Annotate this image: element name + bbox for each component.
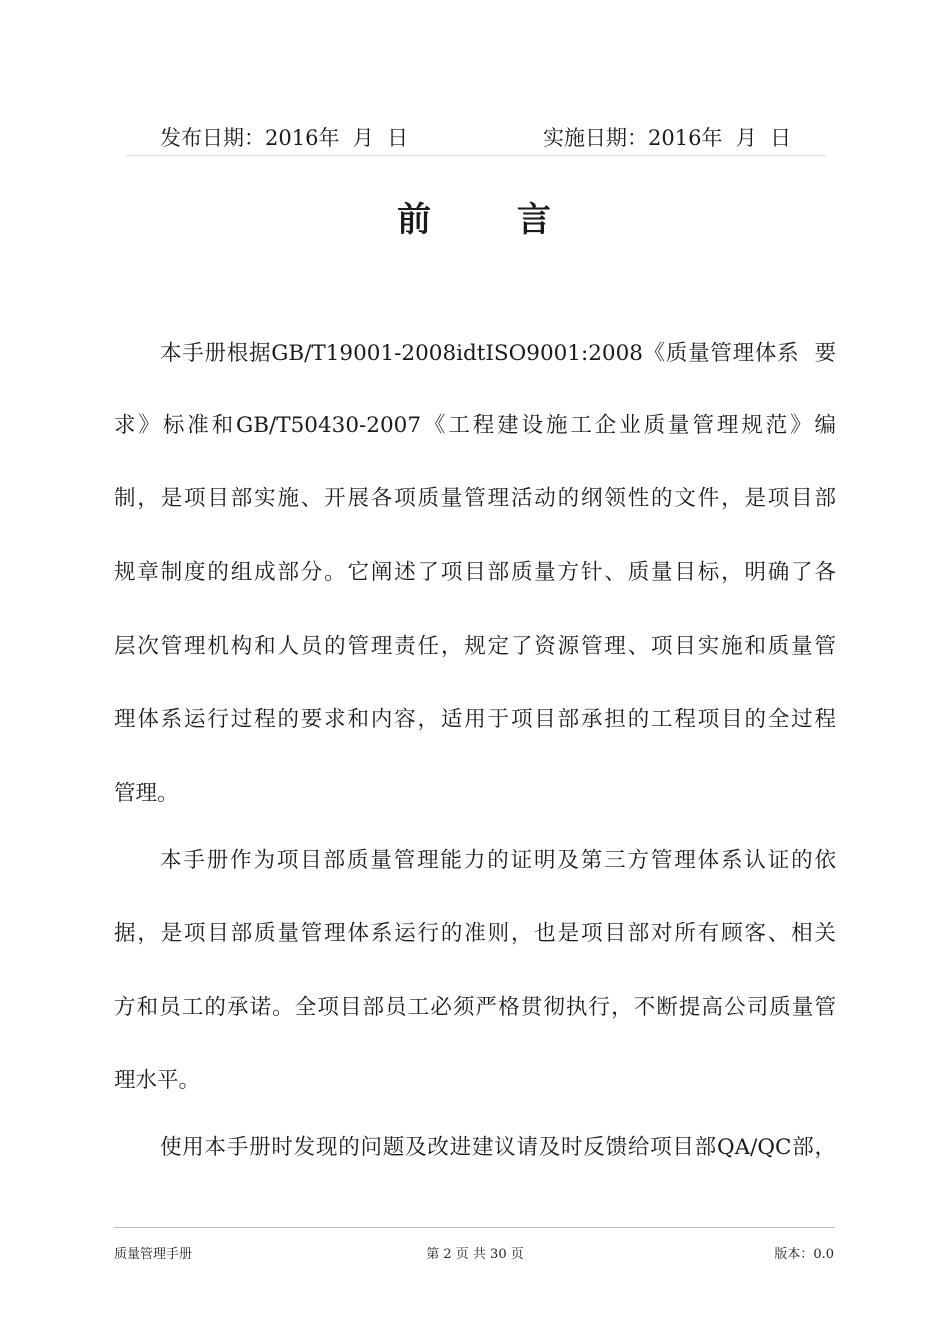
paragraph-line: 管理。 xyxy=(114,781,179,806)
paragraph-line: 使用本手册时发现的问题及改进建议请及时反馈给项目部QA/QC部， xyxy=(160,1135,836,1160)
footer-version: 版本：0.0 xyxy=(774,1247,834,1262)
page-title: 前 言 xyxy=(397,200,553,240)
paragraph-line: 本手册作为项目部质量管理能力的证明及第三方管理体系认证的依 xyxy=(160,848,836,873)
effective-date: 实施日期：2016年 月 日 xyxy=(543,126,792,150)
paragraph-line: 方和员工的承诺。全项目部员工必须严格贯彻执行，不断提高公司质量管 xyxy=(114,995,836,1020)
footer-divider xyxy=(114,1227,834,1228)
footer-doc-name: 质量管理手册 xyxy=(114,1247,193,1262)
paragraph-line: 求》标准和GB/T50430-2007《工程建设施工企业质量管理规范》编 xyxy=(114,413,836,438)
paragraph-line: 规章制度的组成部分。它阐述了项目部质量方针、质量目标，明确了各 xyxy=(114,560,836,585)
paragraph-line: 本手册根据GB/T19001-2008idtISO9001:2008《质量管理体系 要 xyxy=(160,341,836,366)
paragraph-line: 层次管理机构和人员的管理责任，规定了资源管理、项目实施和质量管 xyxy=(114,634,836,659)
release-date: 发布日期：2016年 月 日 xyxy=(160,126,409,150)
paragraph-line: 理体系运行过程的要求和内容，适用于项目部承担的工程项目的全过程 xyxy=(114,707,836,732)
paragraph-line: 理水平。 xyxy=(114,1068,201,1093)
paragraph-line: 据，是项目部质量管理体系运行的准则，也是项目部对所有顾客、相关 xyxy=(114,921,836,946)
footer-page-info: 第 2 页 共 30 页 xyxy=(426,1247,524,1262)
paragraph-line: 制，是项目部实施、开展各项质量管理活动的纲领性的文件，是项目部 xyxy=(114,486,836,511)
